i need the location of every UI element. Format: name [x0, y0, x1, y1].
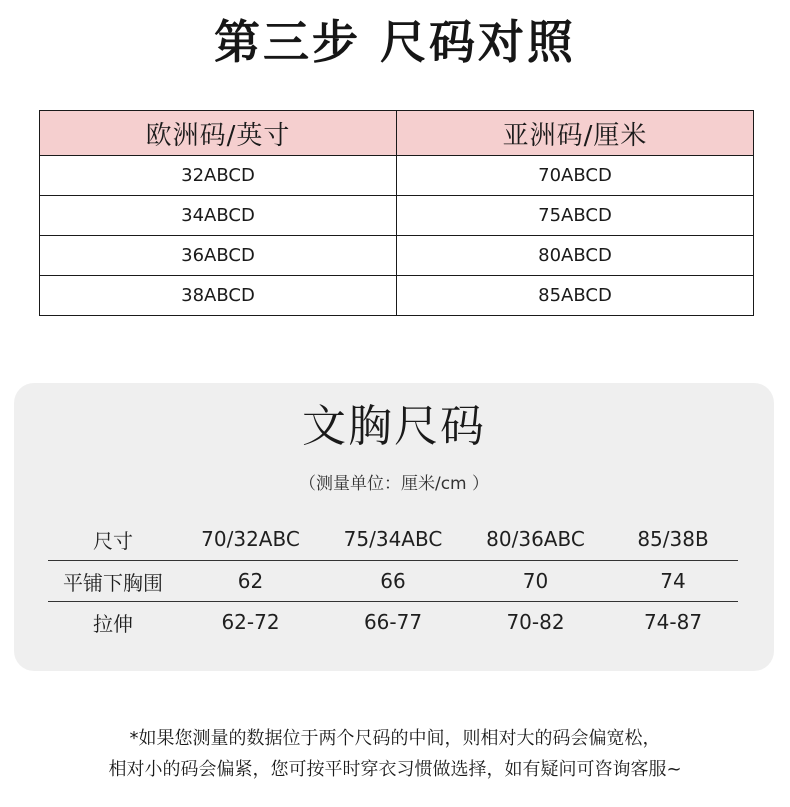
- bra-size-table: [48, 518, 738, 642]
- asia-size-cell: 85ABCD: [397, 276, 754, 316]
- size-cell: 80/36ABC: [486, 527, 585, 551]
- size-conversion-table: [39, 110, 754, 316]
- size-cell: 85/38B: [637, 527, 709, 551]
- header-eu-size: 欧洲码/英寸: [40, 111, 397, 156]
- table-row: [40, 276, 754, 316]
- underbust-cell: 70: [463, 561, 608, 602]
- table-row: [40, 196, 754, 236]
- stretch-cell: 66-77: [323, 602, 463, 643]
- underbust-cell: 62: [178, 561, 323, 602]
- size-row: [48, 518, 738, 561]
- size-advice-note: [0, 723, 790, 785]
- table-row: [40, 236, 754, 276]
- size-cell: 75/34ABC: [343, 527, 443, 551]
- row-label-flat-underbust: 平铺下胸围: [48, 561, 178, 602]
- bra-size-card: [14, 383, 774, 671]
- note-line-1: *如果您测量的数据位于两个尺码的中间，则相对大的码会偏宽松，: [129, 728, 661, 749]
- measurement-unit-note: （测量单位：厘米/cm ）: [298, 474, 490, 494]
- asia-size-cell: 75ABCD: [397, 196, 754, 236]
- stretch-cell: 62-72: [178, 602, 323, 643]
- asia-size-cell: 80ABCD: [397, 236, 754, 276]
- eu-size-cell: 36ABCD: [40, 236, 397, 276]
- eu-size-cell: 32ABCD: [40, 156, 397, 196]
- stretch-row: [48, 602, 738, 643]
- table-row: [40, 156, 754, 196]
- underbust-cell: 66: [323, 561, 463, 602]
- table-header-row: [40, 111, 754, 156]
- stretch-cell: 74-87: [608, 602, 738, 643]
- header-asia-size: 亚洲码/厘米: [397, 111, 754, 156]
- eu-size-cell: 34ABCD: [40, 196, 397, 236]
- flat-underbust-row: [48, 561, 738, 602]
- asia-size-cell: 70ABCD: [397, 156, 754, 196]
- underbust-cell: 74: [608, 561, 738, 602]
- note-line-2: 相对小的码会偏紧，您可按平时穿衣习惯做选择，如有疑问可咨询客服~: [108, 759, 682, 780]
- size-cell: 70/32ABC: [201, 527, 300, 551]
- bra-size-title: 文胸尺码: [302, 401, 486, 452]
- eu-size-cell: 38ABCD: [40, 276, 397, 316]
- stretch-cell: 70-82: [463, 602, 608, 643]
- row-label-size: 尺寸: [93, 528, 133, 553]
- page-title: 第三步 尺码对照: [213, 15, 576, 69]
- row-label-stretch: 拉伸: [48, 602, 178, 643]
